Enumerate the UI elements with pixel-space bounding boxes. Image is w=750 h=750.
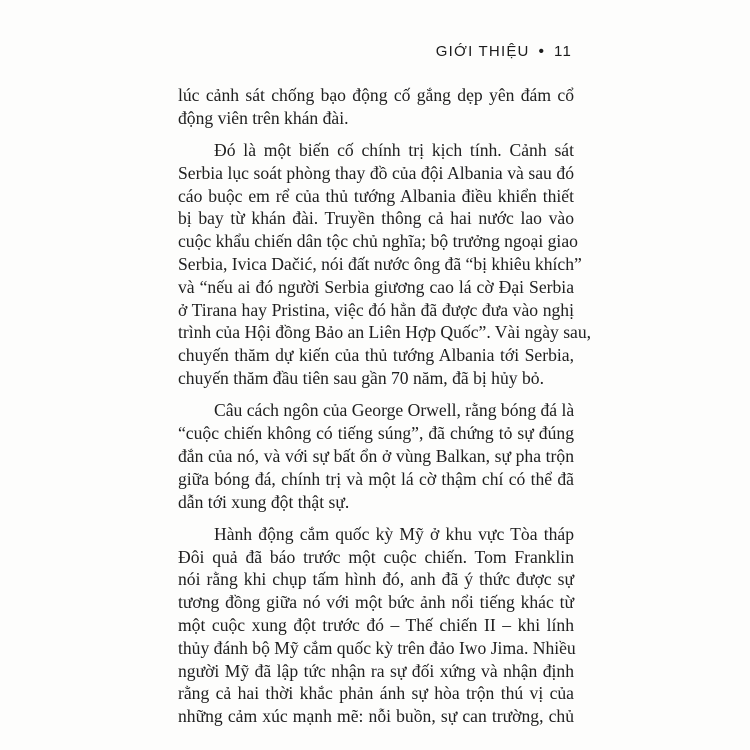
paragraph — [178, 523, 574, 728]
text-line: trình của Hội đồng Bảo an Liên Hợp Quốc”. Vài ngày sau, — [178, 322, 592, 343]
text-line: bị bay từ khán đài. Truyền thông cả hai nước lao vào — [178, 208, 574, 229]
section-title: GIỚI THIỆU — [435, 43, 530, 60]
text-line: rằng cả hai thời khắc phản ánh sự hòa trộn thú vị của — [178, 683, 574, 704]
text-line: tương đồng giữa nó với một bức ảnh nổi tiếng khác từ — [178, 592, 574, 613]
text-line: Hành động cắm quốc kỳ Mỹ ở khu vực Tòa tháp — [214, 523, 574, 544]
text-line: Đôi quả đã báo trước một cuộc chiến. Tom Franklin — [178, 546, 574, 567]
page-number: 11 — [554, 43, 572, 60]
text-line: ở Tirana hay Pristina, việc đó hẳn đã được đưa vào nghị — [178, 299, 574, 320]
text-line: Serbia, Ivica Dačić, nói đất nước ông đã “bị khiêu khích” — [178, 254, 582, 275]
text-line: và “nếu ai đó người Serbia giương cao lá cờ Đại Serbia — [178, 276, 574, 297]
text-line: chuyến thăm đầu tiên sau gần 70 năm, đã bị hủy bỏ. — [178, 368, 544, 389]
body-text — [178, 84, 592, 728]
text-line: chuyến thăm dự kiến của thủ tướng Albania tới Serbia, — [178, 345, 574, 366]
text-line: nói rằng khi chụp tấm hình đó, anh đã ý thức được sự — [178, 569, 574, 590]
text-line: người Mỹ đã lập tức nhận ra sự đối xứng và nhận định — [178, 660, 574, 681]
text-line: Câu cách ngôn của George Orwell, rằng bóng đá là — [214, 400, 575, 421]
paragraph — [178, 399, 574, 513]
running-header — [436, 43, 572, 60]
text-line: Đó là một biến cố chính trị kịch tính. Cảnh sát — [214, 140, 574, 161]
text-line: cuộc khẩu chiến dân tộc chủ nghĩa; bộ trưởng ngoại giao — [178, 231, 578, 252]
text-line: lúc cảnh sát chống bạo động cố gắng dẹp yên đám cổ — [178, 85, 574, 105]
text-line: cáo buộc em rể của thủ tướng Albania điều khiển thiết — [178, 185, 574, 206]
text-line: động viên trên khán đài. — [178, 107, 349, 128]
text-line: “cuộc chiến không có tiếng súng”, đã chứng tỏ sự đúng — [178, 423, 574, 444]
text-line: những cảm xúc mạnh mẽ: nỗi buồn, sự can trường, chủ — [178, 706, 574, 727]
text-line: dẫn tới xung đột thật sự. — [178, 491, 350, 512]
paragraph — [178, 84, 574, 130]
text-line: thủy đánh bộ Mỹ cắm quốc kỳ trên đảo Iwo Jima. Nhiều — [178, 637, 576, 658]
text-line: giữa bóng đá, chính trị và một lá cờ thậm chí có thể đã — [178, 468, 574, 489]
text-line: một cuộc xung đột trước đó – Thế chiến II – khi lính — [178, 615, 574, 636]
text-line: đắn của nó, và với sự bất ổn ở vùng Balkan, sự pha trộn — [178, 445, 574, 466]
paragraph — [178, 139, 592, 390]
text-line: Serbia lục soát phòng thay đồ của đội Albania và sau đó — [178, 162, 574, 183]
header-separator: • — [538, 43, 546, 60]
